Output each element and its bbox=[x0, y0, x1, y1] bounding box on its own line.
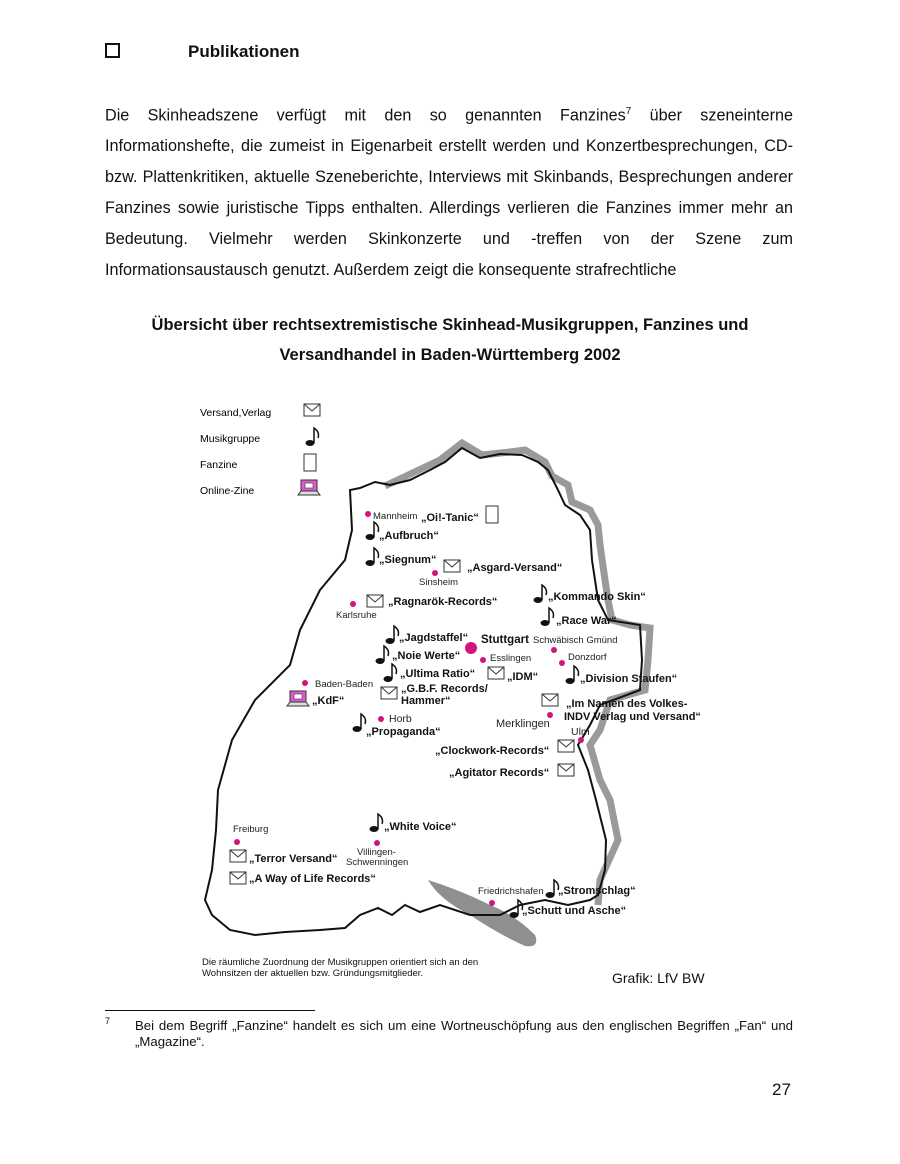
map-legend bbox=[200, 404, 320, 497]
paragraph-text-1: Die Skinheadszene verfügt mit den so genannten Fanzines bbox=[105, 106, 626, 125]
footnote-ref[interactable]: 7 bbox=[625, 106, 632, 117]
city-dot-friedrichshafen bbox=[489, 900, 495, 906]
label-schutt-und-asche: „Schutt und Asche“ bbox=[522, 905, 627, 917]
fanzine-icon bbox=[486, 506, 498, 523]
label-stromschlag: „Stromschlag“ bbox=[558, 885, 636, 897]
city-dot-mannheim bbox=[365, 511, 371, 517]
envelope-icon bbox=[488, 667, 504, 679]
music-note-icon bbox=[566, 666, 579, 684]
music-note-icon bbox=[546, 880, 559, 898]
section-heading bbox=[105, 42, 299, 62]
label-asgard: „Asgard-Versand“ bbox=[467, 562, 563, 574]
city-schwaebisch-gmuend: Schwäbisch Gmünd bbox=[533, 635, 618, 646]
label-gbf-1: „G.B.F. Records/ bbox=[401, 683, 488, 695]
label-kdf: „KdF“ bbox=[312, 695, 345, 707]
envelope-icon bbox=[304, 404, 320, 416]
label-siegnum: „Siegnum“ bbox=[379, 554, 437, 566]
music-note-icon bbox=[366, 522, 379, 540]
music-note-icon bbox=[384, 664, 397, 682]
music-note-icon bbox=[386, 626, 399, 644]
city-dot-sinsheim bbox=[432, 570, 438, 576]
envelope-icon bbox=[558, 740, 574, 752]
label-a-way-of-life: „A Way of Life Records“ bbox=[249, 873, 376, 885]
label-race-war: „Race War“ bbox=[556, 615, 617, 627]
city-dot-donzdorf bbox=[559, 660, 565, 666]
label-ragnaroek: „Ragnarök-Records“ bbox=[388, 596, 498, 608]
label-im-namen-1: „Im Namen des Volkes- bbox=[566, 698, 688, 710]
footnote-text: Bei dem Begriff „Fanzine“ handelt es sich um eine Wortneuschöpfung aus den englischen Begriffen „Fan“ und „Magazine“. bbox=[135, 1018, 793, 1049]
label-kommando-skin: „Kommando Skin“ bbox=[548, 591, 646, 603]
figure-note-line2: Wohnsitzen der aktuellen bzw. Gründungsmitglieder. bbox=[202, 968, 424, 979]
label-ultima-ratio: „Ultima Ratio“ bbox=[400, 668, 476, 680]
label-clockwork: „Clockwork-Records“ bbox=[435, 745, 550, 757]
laptop-icon bbox=[298, 480, 320, 495]
legend-versand-label: Versand,Verlag bbox=[200, 407, 272, 419]
footnote-divider bbox=[105, 1010, 315, 1011]
city-stuttgart: Stuttgart bbox=[481, 634, 529, 646]
label-oi-tanic: „Oi!-Tanic“ bbox=[421, 512, 479, 524]
label-propaganda: „Propaganda“ bbox=[366, 726, 441, 738]
music-note-icon bbox=[534, 585, 547, 603]
city-karlsruhe: Karlsruhe bbox=[336, 610, 377, 621]
page-number: 27 bbox=[772, 1080, 791, 1099]
label-jagdstaffel: „Jagdstaffel“ bbox=[399, 632, 469, 644]
figure-credit: Grafik: LfV BW bbox=[612, 970, 705, 986]
footnote-number: 7 bbox=[105, 1016, 111, 1026]
envelope-icon bbox=[230, 850, 246, 862]
label-white-voice: „White Voice“ bbox=[384, 821, 457, 833]
city-dot-esslingen bbox=[480, 657, 486, 663]
laptop-icon bbox=[287, 691, 309, 706]
envelope-icon bbox=[367, 595, 383, 607]
city-ulm: Ulm bbox=[571, 726, 590, 738]
label-agitator: „Agitator Records“ bbox=[449, 767, 550, 779]
legend-online-label: Online-Zine bbox=[200, 485, 255, 497]
figure-note bbox=[202, 957, 522, 979]
label-noie-werte: „Noie Werte“ bbox=[392, 650, 461, 662]
city-villingen-1: Villingen- bbox=[357, 847, 396, 858]
city-merklingen: Merklingen bbox=[496, 718, 550, 730]
city-dot-horb bbox=[378, 716, 384, 722]
figure-note-line1: Die räumliche Zuordnung der Musikgruppen orientiert sich an den bbox=[202, 957, 479, 968]
map-labels bbox=[249, 512, 701, 917]
label-idm: „IDM“ bbox=[507, 671, 539, 683]
music-note-icon bbox=[376, 646, 389, 664]
city-donzdorf: Donzdorf bbox=[568, 652, 607, 663]
city-baden-baden: Baden-Baden bbox=[315, 679, 374, 690]
label-aufbruch: „Aufbruch“ bbox=[379, 530, 439, 542]
envelope-icon bbox=[381, 687, 397, 699]
body-paragraph bbox=[105, 96, 793, 286]
music-note-icon bbox=[353, 714, 366, 732]
checkbox-icon bbox=[105, 43, 120, 58]
figure-title-line1: Übersicht über rechtsextremistische Skinhead-Musikgruppen, Fanzines und bbox=[151, 316, 749, 334]
figure-title-line2: Versandhandel in Baden-Württemberg 2002 bbox=[279, 346, 621, 364]
city-mannheim: Mannheim bbox=[373, 511, 418, 522]
city-villingen-2: Schwenningen bbox=[346, 857, 409, 868]
section-title: Publikationen bbox=[188, 42, 300, 61]
baden-wuerttemberg-map bbox=[190, 390, 730, 960]
music-note-icon bbox=[366, 548, 379, 566]
city-dot-schwaebisch-gmuend bbox=[551, 647, 557, 653]
label-im-namen-2: INDV Verlag und Versand“ bbox=[564, 711, 701, 723]
city-horb: Horb bbox=[389, 713, 412, 725]
city-dot-villingen bbox=[374, 840, 380, 846]
envelope-icon bbox=[444, 560, 460, 572]
envelope-icon bbox=[230, 872, 246, 884]
city-dot-baden-baden bbox=[302, 680, 308, 686]
music-note-icon bbox=[370, 814, 383, 832]
label-terror-versand: „Terror Versand“ bbox=[249, 853, 338, 865]
label-division-staufen: „Division Staufen“ bbox=[580, 673, 678, 685]
label-gbf-2: Hammer“ bbox=[401, 695, 451, 707]
city-friedrichshafen: Friedrichshafen bbox=[478, 886, 544, 897]
city-dot-karlsruhe bbox=[350, 601, 356, 607]
city-sinsheim: Sinsheim bbox=[419, 577, 459, 588]
legend-fanzine-label: Fanzine bbox=[200, 459, 238, 471]
fanzine-icon bbox=[304, 454, 316, 471]
music-note-icon bbox=[541, 608, 554, 626]
envelope-icon bbox=[542, 694, 558, 706]
music-note-icon bbox=[306, 428, 319, 446]
legend-musikgruppe-label: Musikgruppe bbox=[200, 433, 261, 445]
paragraph-text-2: über szeneinterne Informationshefte, die zumeist in Eigenarbeit erstellt werden und Konzertbesprechungen, CD- bzw. Plattenkritiken, aktuelle Szeneberichte, Interviews mit Skinbands, Besprechungen anderer Fanzines sowie juristische Tipps enthalten. Allerdings verlieren die Fanzines immer mehr an Bedeutung. Vielmehr werden Skinkonzerte und -treffen von der Szene zum Informationsaustausch genutzt. Außerdem zeigt die konsequente strafrechtliche bbox=[105, 106, 794, 280]
city-freiburg: Freiburg bbox=[233, 824, 269, 835]
city-esslingen: Esslingen bbox=[490, 653, 532, 664]
envelope-icon bbox=[558, 764, 574, 776]
city-dot-freiburg bbox=[234, 839, 240, 845]
